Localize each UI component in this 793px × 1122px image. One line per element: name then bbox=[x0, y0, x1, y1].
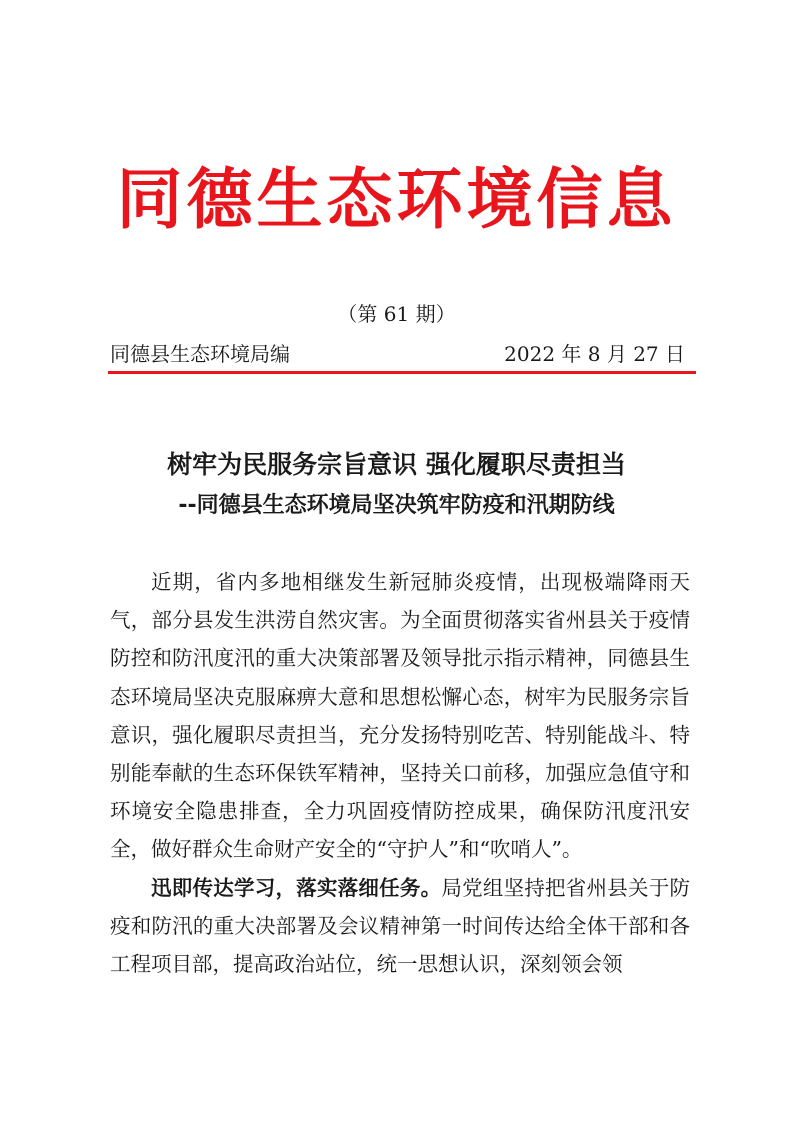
editor-label: 同德县生态环境局编 bbox=[110, 342, 290, 366]
article-body bbox=[110, 563, 690, 983]
meta-row bbox=[110, 340, 685, 368]
article-subtitle: --同德县生态环境局坚决筑牢防疫和汛期防线 bbox=[178, 493, 615, 518]
paragraph-2-text: 局党组坚持把省州县关于防疫和防汛的重大决部署及会议精神第一时间传达给全体干部和各工程项目部，提高政治站位，统一思想认识，深刻领会领 bbox=[110, 875, 690, 977]
paragraph-1: 近期，省内多地相继发生新冠肺炎疫情，出现极端降雨天气，部分县发生洪涝自然灾害。为全面贯彻落实省州县关于疫情防控和防汛度汛的重大决策部署及领导批示指示精神，同德县生态环境局坚决克服麻痹大意和思想松懈心态，树牢为民服务宗旨意识，强化履职尽责担当，充分发扬特别吃苦、特别能战斗、特别能奉献的生态环保铁军精神，坚持关口前移，加强应急值守和环境安全隐患排查，全力巩固疫情防控成果，确保防汛度汛安全，做好群众生命财产安全的“守护人”和“吹哨人”。 bbox=[110, 570, 690, 862]
publish-date: 2022 年 8 月 27 日 bbox=[504, 342, 685, 366]
article-title: 树牢为民服务宗旨意识 强化履职尽责担当 bbox=[167, 450, 626, 479]
masthead-title: 同德生态环境信息 bbox=[116, 161, 677, 238]
paragraph-2-lead: 迅即传达学习，落实落细任务。 bbox=[151, 875, 442, 900]
red-divider bbox=[108, 371, 696, 374]
paragraph-2 bbox=[110, 869, 690, 984]
issue-number: （第 61 期） bbox=[337, 302, 456, 326]
